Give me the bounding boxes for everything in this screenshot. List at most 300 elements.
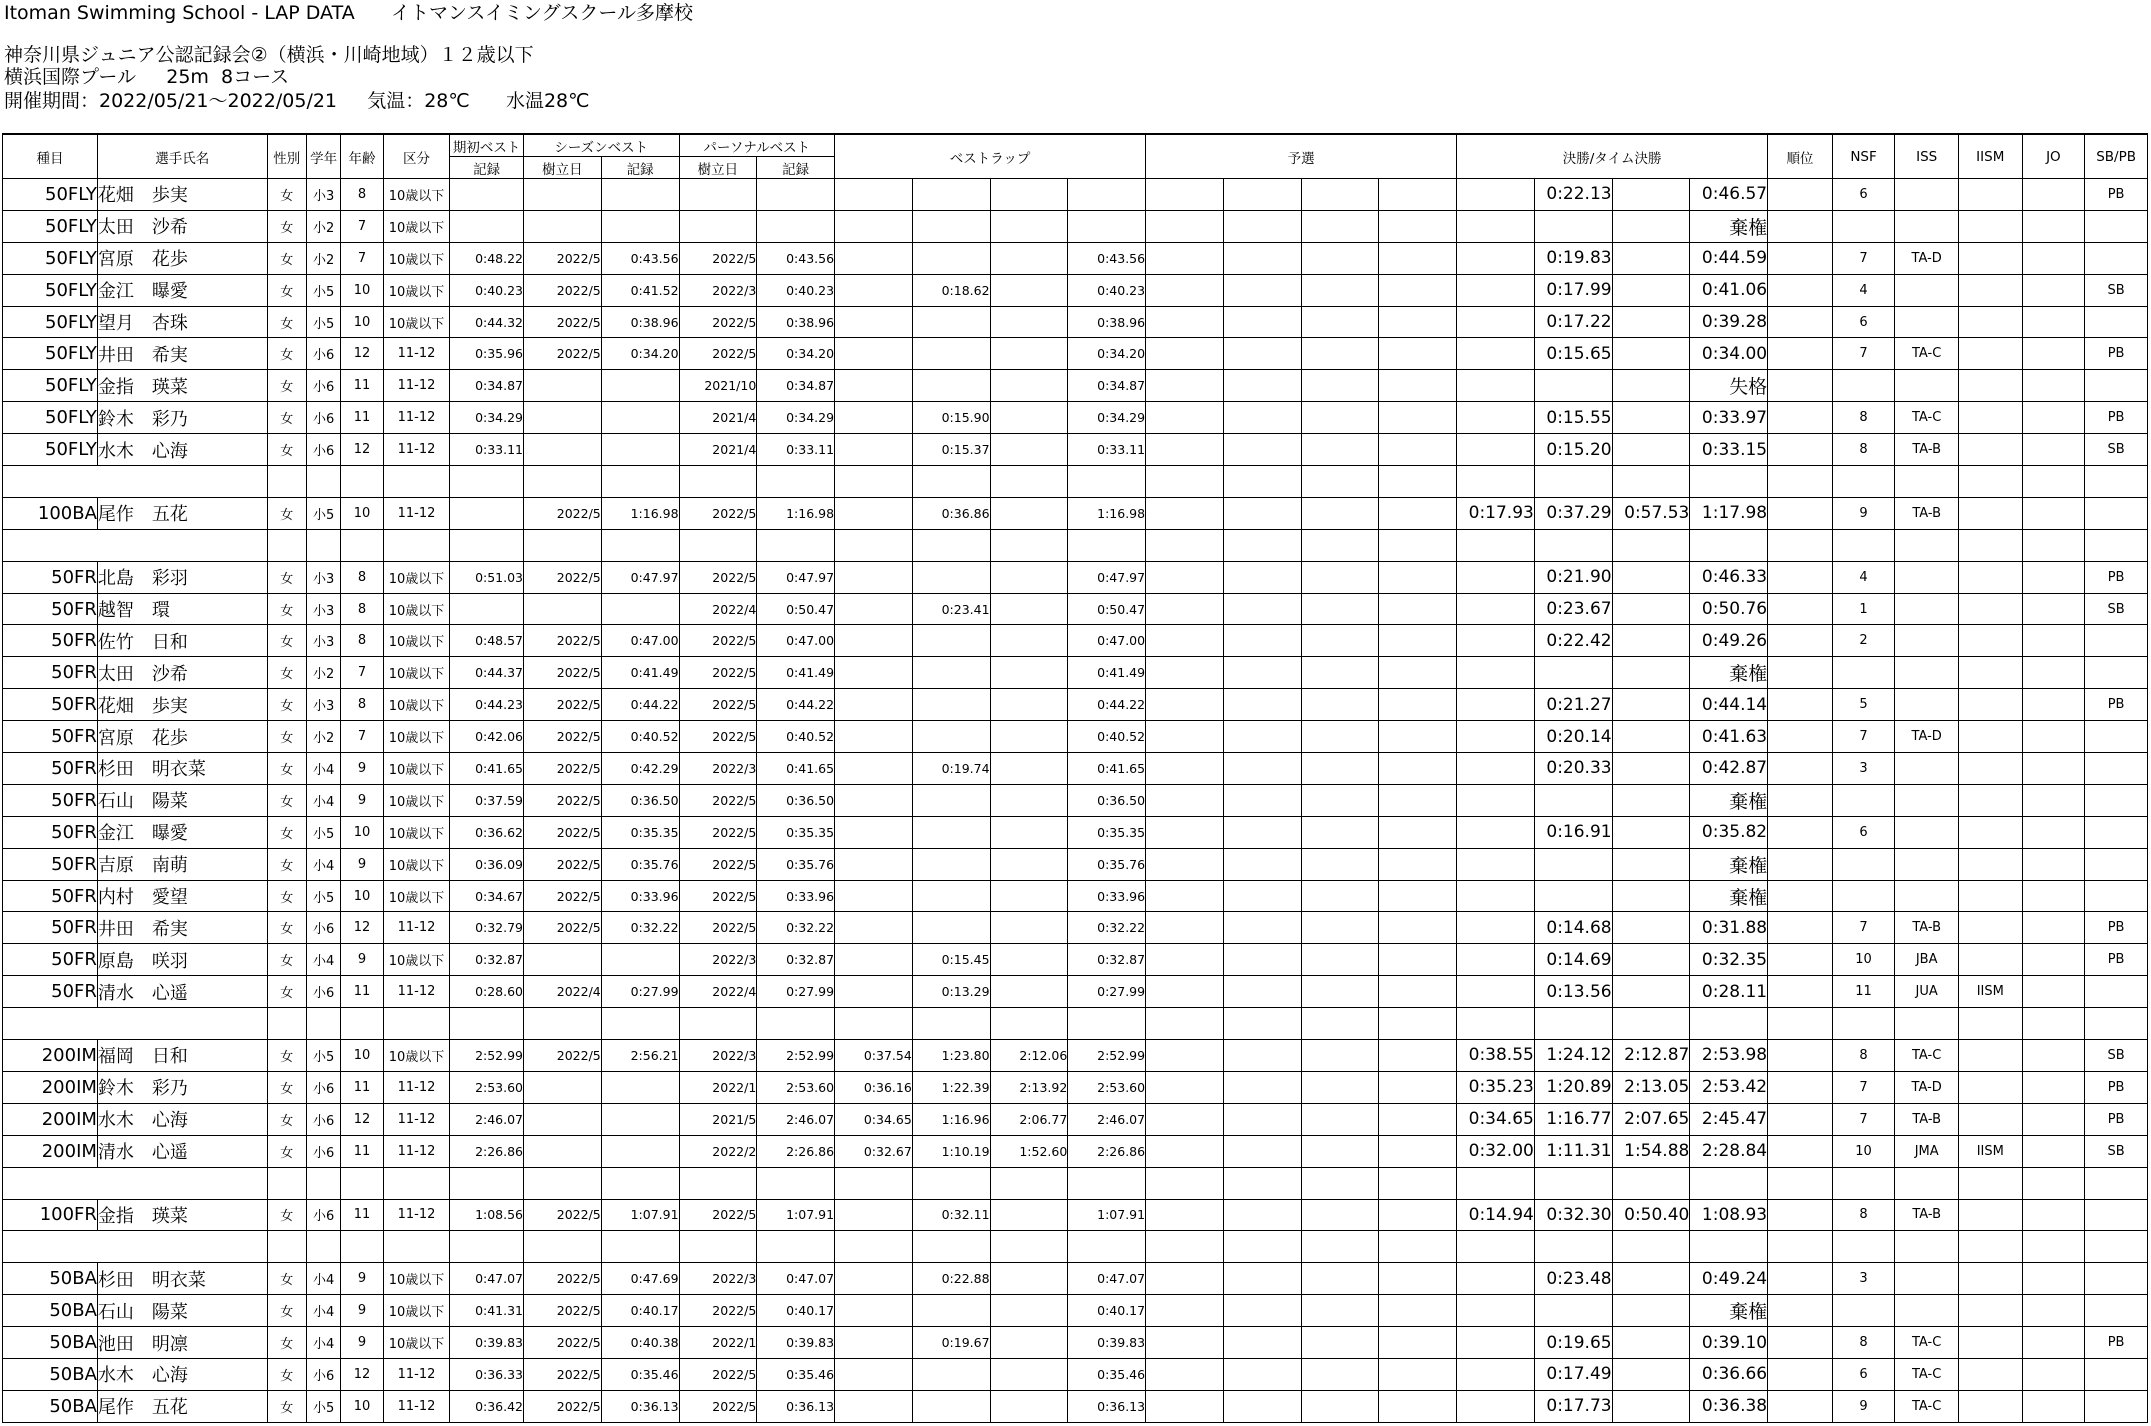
season-record-cell: [601, 402, 679, 434]
empty-cell: [1457, 529, 1535, 561]
prelim-cell: [1301, 1358, 1379, 1390]
iism-cell: [1958, 434, 2022, 466]
jo-cell: [2022, 338, 2085, 370]
sbpb-cell: PB: [2085, 1071, 2148, 1103]
event-cell: 50FR: [3, 721, 98, 753]
age-cell: 9: [341, 1263, 383, 1295]
best-lap-cell: 2:06.77: [990, 1103, 1068, 1135]
personal-date-cell: 2022/5: [679, 306, 757, 338]
term-best-cell: 0:41.65: [450, 753, 524, 785]
best-lap-cell: [990, 1327, 1068, 1359]
best-lap-cell: 0:32.11: [912, 1199, 990, 1231]
prelim-cell: [1146, 593, 1224, 625]
spacer-row: [3, 466, 2148, 498]
prelim-cell: [1301, 816, 1379, 848]
event-cell: 50FLY: [3, 242, 98, 274]
prelim-cell: [1301, 625, 1379, 657]
table-row: [3, 944, 2148, 976]
prelim-cell: [1146, 1295, 1224, 1327]
final-lap-cell: 0:44.59: [1690, 242, 1768, 274]
personal-record-cell: 0:35.76: [757, 848, 835, 880]
jo-cell: [2022, 1103, 2085, 1135]
season-date-cell: [524, 593, 602, 625]
best-lap-cell: 0:15.37: [912, 434, 990, 466]
best-lap-cell: 1:23.80: [912, 1040, 990, 1072]
prelim-cell: [1301, 561, 1379, 593]
jo-cell: [2022, 880, 2085, 912]
empty-cell: [524, 466, 602, 498]
nsf-cell: 6: [1832, 306, 1895, 338]
rank-cell: [1768, 1358, 1833, 1390]
empty-cell: [757, 466, 835, 498]
iss-cell: JUA: [1895, 976, 1959, 1008]
nsf-cell: 8: [1832, 1327, 1895, 1359]
personal-record-cell: 0:43.56: [757, 242, 835, 274]
final-lap-cell: [1457, 944, 1535, 976]
prelim-cell: [1379, 816, 1457, 848]
empty-cell: [1534, 1008, 1612, 1040]
final-lap-cell: 0:17.49: [1534, 1358, 1612, 1390]
empty-cell: [3, 1167, 98, 1199]
iism-cell: IISM: [1958, 1135, 2022, 1167]
season-date-cell: 2022/5: [524, 753, 602, 785]
personal-date-cell: [679, 179, 757, 211]
rank-cell: [1768, 880, 1833, 912]
final-lap-cell: [1457, 306, 1535, 338]
iss-cell: JMA: [1895, 1135, 1959, 1167]
prelim-cell: [1146, 561, 1224, 593]
grade-cell: 小5: [306, 1390, 340, 1422]
final-lap-cell: [1457, 370, 1535, 402]
col-season-record: 記録: [601, 157, 679, 179]
prelim-cell: [1379, 848, 1457, 880]
sbpb-cell: [2085, 1295, 2148, 1327]
age-cell: 9: [341, 753, 383, 785]
prelim-cell: [1223, 1263, 1301, 1295]
table-row: [3, 625, 2148, 657]
iss-cell: TA-D: [1895, 721, 1959, 753]
rank-cell: [1768, 657, 1833, 689]
empty-cell: [1958, 1231, 2022, 1263]
sex-cell: 女: [267, 625, 306, 657]
final-lap-cell: 0:34.00: [1690, 338, 1768, 370]
best-lap-cell: [835, 753, 913, 785]
iss-cell: TA-B: [1895, 434, 1959, 466]
season-record-cell: 0:40.38: [601, 1327, 679, 1359]
event-cell: 50FR: [3, 657, 98, 689]
rank-cell: [1768, 848, 1833, 880]
age-cell: 10: [341, 306, 383, 338]
personal-date-cell: 2022/5: [679, 880, 757, 912]
final-lap-cell: 0:36.38: [1690, 1390, 1768, 1422]
prelim-cell: [1301, 1040, 1379, 1072]
grade-cell: 小4: [306, 1263, 340, 1295]
best-lap-cell: [835, 1358, 913, 1390]
swimmer-name-cell: 尾作 五花: [97, 1390, 267, 1422]
grade-cell: 小5: [306, 306, 340, 338]
best-lap-cell: 0:40.23: [1068, 274, 1146, 306]
personal-record-cell: 0:36.50: [757, 784, 835, 816]
empty-cell: [601, 1231, 679, 1263]
empty-cell: [990, 466, 1068, 498]
nsf-cell: 8: [1832, 1199, 1895, 1231]
prelim-cell: [1146, 976, 1224, 1008]
prelim-cell: [1146, 210, 1224, 242]
event-cell: 50FR: [3, 561, 98, 593]
category-cell: 11-12: [383, 1199, 450, 1231]
best-lap-cell: [990, 561, 1068, 593]
final-lap-cell: 0:39.28: [1690, 306, 1768, 338]
jo-cell: [2022, 944, 2085, 976]
prelim-cell: [1146, 816, 1224, 848]
prelim-cell: [1379, 1199, 1457, 1231]
nsf-cell: 6: [1832, 816, 1895, 848]
best-lap-cell: [990, 880, 1068, 912]
rank-cell: [1768, 1327, 1833, 1359]
iism-cell: [1958, 338, 2022, 370]
empty-cell: [835, 1008, 913, 1040]
sex-cell: 女: [267, 880, 306, 912]
best-lap-cell: [835, 657, 913, 689]
final-lap-cell: [1612, 784, 1690, 816]
final-lap-cell: 1:16.77: [1534, 1103, 1612, 1135]
empty-cell: [1958, 1008, 2022, 1040]
empty-cell: [1690, 1167, 1768, 1199]
age-cell: 9: [341, 1327, 383, 1359]
swimmer-name-cell: 福岡 日和: [97, 1040, 267, 1072]
final-lap-cell: 0:17.22: [1534, 306, 1612, 338]
table-row: [3, 1263, 2148, 1295]
term-best-cell: 0:36.42: [450, 1390, 524, 1422]
jo-cell: [2022, 497, 2085, 529]
col-event: 種目: [3, 134, 98, 179]
swimmer-name-cell: 太田 沙希: [97, 210, 267, 242]
best-lap-cell: 0:41.49: [1068, 657, 1146, 689]
iss-cell: [1895, 561, 1959, 593]
category-cell: 10歳以下: [383, 848, 450, 880]
final-lap-cell: 0:38.55: [1457, 1040, 1535, 1072]
jo-cell: [2022, 1358, 2085, 1390]
empty-cell: [1457, 1231, 1535, 1263]
sbpb-cell: [2085, 370, 2148, 402]
prelim-cell: [1146, 370, 1224, 402]
empty-cell: [383, 466, 450, 498]
col-iss: ISS: [1895, 134, 1959, 179]
personal-date-cell: 2022/3: [679, 1263, 757, 1295]
final-lap-cell: [1612, 721, 1690, 753]
personal-record-cell: 0:34.87: [757, 370, 835, 402]
iss-cell: [1895, 880, 1959, 912]
nsf-cell: 7: [1832, 338, 1895, 370]
season-record-cell: 0:47.00: [601, 625, 679, 657]
sbpb-cell: PB: [2085, 1327, 2148, 1359]
age-cell: 11: [341, 1135, 383, 1167]
final-lap-cell: [1612, 657, 1690, 689]
rank-cell: [1768, 976, 1833, 1008]
best-lap-cell: [912, 306, 990, 338]
empty-cell: [1379, 529, 1457, 561]
swimmer-name-cell: 杉田 明衣菜: [97, 1263, 267, 1295]
table-row: [3, 242, 2148, 274]
best-lap-cell: [835, 402, 913, 434]
prelim-cell: [1301, 784, 1379, 816]
best-lap-cell: [990, 242, 1068, 274]
sex-cell: 女: [267, 274, 306, 306]
empty-cell: [1223, 1231, 1301, 1263]
prelim-cell: [1379, 1103, 1457, 1135]
empty-cell: [97, 1008, 267, 1040]
table-row: [3, 753, 2148, 785]
final-lap-cell: [1612, 242, 1690, 274]
best-lap-cell: [990, 1390, 1068, 1422]
prelim-cell: [1301, 848, 1379, 880]
empty-cell: [1068, 1008, 1146, 1040]
final-lap-cell: [1534, 1295, 1612, 1327]
final-lap-cell: 0:35.82: [1690, 816, 1768, 848]
personal-date-cell: 2022/3: [679, 944, 757, 976]
grade-cell: 小6: [306, 1199, 340, 1231]
prelim-cell: [1223, 721, 1301, 753]
personal-date-cell: 2022/3: [679, 1040, 757, 1072]
age-cell: 12: [341, 912, 383, 944]
rank-cell: [1768, 689, 1833, 721]
age-cell: 12: [341, 338, 383, 370]
sex-cell: 女: [267, 1327, 306, 1359]
event-cell: 200IM: [3, 1103, 98, 1135]
grade-cell: 小6: [306, 338, 340, 370]
term-best-cell: [450, 179, 524, 211]
final-lap-cell: [1457, 274, 1535, 306]
empty-cell: [990, 529, 1068, 561]
final-lap-cell: [1457, 880, 1535, 912]
nsf-cell: 5: [1832, 689, 1895, 721]
empty-cell: [1768, 466, 1833, 498]
event-cell: 50FR: [3, 848, 98, 880]
prelim-cell: [1301, 274, 1379, 306]
final-lap-cell: 0:39.10: [1690, 1327, 1768, 1359]
age-cell: 11: [341, 976, 383, 1008]
personal-record-cell: 2:52.99: [757, 1040, 835, 1072]
table-row: [3, 784, 2148, 816]
prelim-cell: [1301, 1295, 1379, 1327]
prelim-cell: [1146, 657, 1224, 689]
best-lap-cell: [912, 689, 990, 721]
season-date-cell: 2022/5: [524, 1295, 602, 1327]
empty-cell: [383, 1167, 450, 1199]
prelim-cell: [1223, 1390, 1301, 1422]
final-lap-cell: [1457, 338, 1535, 370]
best-lap-cell: 2:53.60: [1068, 1071, 1146, 1103]
season-date-cell: 2022/5: [524, 1327, 602, 1359]
prelim-cell: [1301, 689, 1379, 721]
prelim-cell: [1379, 434, 1457, 466]
grade-cell: 小6: [306, 402, 340, 434]
empty-cell: [1379, 466, 1457, 498]
final-lap-cell: [1612, 338, 1690, 370]
swimmer-name-cell: 水木 心海: [97, 434, 267, 466]
rank-cell: [1768, 816, 1833, 848]
category-cell: 10歳以下: [383, 625, 450, 657]
table-row: [3, 721, 2148, 753]
event-cell: 50FLY: [3, 274, 98, 306]
best-lap-cell: [912, 784, 990, 816]
prelim-cell: [1146, 338, 1224, 370]
sex-cell: 女: [267, 1390, 306, 1422]
rank-cell: [1768, 1040, 1833, 1072]
final-lap-cell: [1612, 753, 1690, 785]
rank-cell: [1768, 497, 1833, 529]
season-date-cell: 2022/5: [524, 880, 602, 912]
event-cell: 50FR: [3, 689, 98, 721]
swimmer-name-cell: 清水 心遥: [97, 1135, 267, 1167]
age-cell: 10: [341, 497, 383, 529]
empty-cell: [1958, 1167, 2022, 1199]
rank-cell: [1768, 1103, 1833, 1135]
season-record-cell: 1:07.91: [601, 1199, 679, 1231]
empty-cell: [1068, 466, 1146, 498]
iss-cell: TA-B: [1895, 1103, 1959, 1135]
final-lap-cell: [1457, 210, 1535, 242]
term-best-cell: 0:36.09: [450, 848, 524, 880]
best-lap-cell: [990, 816, 1068, 848]
prelim-cell: [1223, 944, 1301, 976]
empty-cell: [341, 1008, 383, 1040]
personal-date-cell: 2022/5: [679, 721, 757, 753]
term-best-cell: 2:26.86: [450, 1135, 524, 1167]
final-lap-cell: [1457, 625, 1535, 657]
nsf-cell: 7: [1832, 912, 1895, 944]
age-cell: 8: [341, 179, 383, 211]
sex-cell: 女: [267, 497, 306, 529]
final-lap-cell: 1:11.31: [1534, 1135, 1612, 1167]
jo-cell: [2022, 1071, 2085, 1103]
prelim-cell: [1301, 593, 1379, 625]
prelim-cell: [1223, 784, 1301, 816]
prelim-cell: [1301, 242, 1379, 274]
sbpb-cell: SB: [2085, 1040, 2148, 1072]
sex-cell: 女: [267, 338, 306, 370]
jo-cell: [2022, 625, 2085, 657]
iism-cell: [1958, 784, 2022, 816]
nsf-cell: 1: [1832, 593, 1895, 625]
table-row: [3, 497, 2148, 529]
term-best-cell: 0:51.03: [450, 561, 524, 593]
best-lap-cell: [835, 784, 913, 816]
final-lap-cell: [1612, 689, 1690, 721]
personal-record-cell: 0:47.97: [757, 561, 835, 593]
best-lap-cell: [990, 338, 1068, 370]
term-best-cell: 0:35.96: [450, 338, 524, 370]
prelim-cell: [1146, 1040, 1224, 1072]
empty-cell: [383, 1008, 450, 1040]
table-row: [3, 1040, 2148, 1072]
best-lap-cell: 0:35.35: [1068, 816, 1146, 848]
empty-cell: [1146, 1167, 1224, 1199]
season-date-cell: 2022/5: [524, 816, 602, 848]
jo-cell: [2022, 753, 2085, 785]
personal-date-cell: 2022/3: [679, 274, 757, 306]
sex-cell: 女: [267, 753, 306, 785]
prelim-cell: [1301, 402, 1379, 434]
prelim-cell: [1301, 1199, 1379, 1231]
best-lap-cell: [835, 944, 913, 976]
iism-cell: [1958, 1390, 2022, 1422]
personal-date-cell: 2022/5: [679, 848, 757, 880]
iss-cell: [1895, 210, 1959, 242]
table-row: [3, 1135, 2148, 1167]
sex-cell: 女: [267, 179, 306, 211]
event-cell: 50BA: [3, 1263, 98, 1295]
best-lap-cell: [835, 1295, 913, 1327]
empty-cell: [1690, 466, 1768, 498]
season-date-cell: [524, 1135, 602, 1167]
empty-cell: [341, 1231, 383, 1263]
nsf-cell: 8: [1832, 402, 1895, 434]
prelim-cell: [1223, 976, 1301, 1008]
best-lap-cell: [835, 593, 913, 625]
season-date-cell: 2022/5: [524, 1263, 602, 1295]
category-cell: 10歳以下: [383, 880, 450, 912]
category-cell: 10歳以下: [383, 561, 450, 593]
prelim-cell: [1223, 210, 1301, 242]
rank-cell: [1768, 242, 1833, 274]
prelim-cell: [1146, 784, 1224, 816]
prelim-cell: [1146, 1199, 1224, 1231]
event-cell: 50FLY: [3, 402, 98, 434]
prelim-cell: [1146, 1071, 1224, 1103]
event-cell: 50FR: [3, 976, 98, 1008]
personal-record-cell: 0:50.47: [757, 593, 835, 625]
spacer-row: [3, 1167, 2148, 1199]
nsf-cell: [1832, 210, 1895, 242]
prelim-cell: [1301, 1135, 1379, 1167]
prelim-cell: [1301, 497, 1379, 529]
best-lap-cell: [990, 721, 1068, 753]
iism-cell: [1958, 1199, 2022, 1231]
age-cell: 9: [341, 848, 383, 880]
col-grade: 学年: [306, 134, 340, 179]
empty-cell: [679, 529, 757, 561]
sex-cell: 女: [267, 1295, 306, 1327]
best-lap-cell: 0:47.07: [1068, 1263, 1146, 1295]
prelim-cell: [1379, 1071, 1457, 1103]
term-best-cell: 0:44.23: [450, 689, 524, 721]
season-record-cell: [601, 370, 679, 402]
empty-cell: [1690, 1008, 1768, 1040]
event-cell: 50FR: [3, 816, 98, 848]
spacer-row: [3, 1231, 2148, 1263]
season-record-cell: 0:35.76: [601, 848, 679, 880]
iss-cell: [1895, 370, 1959, 402]
empty-cell: [835, 1167, 913, 1199]
sex-cell: 女: [267, 1199, 306, 1231]
table-row: [3, 593, 2148, 625]
personal-record-cell: 0:40.52: [757, 721, 835, 753]
final-lap-cell: 0:21.27: [1534, 689, 1612, 721]
personal-record-cell: 1:16.98: [757, 497, 835, 529]
table-row: [3, 274, 2148, 306]
personal-record-cell: 0:40.23: [757, 274, 835, 306]
iism-cell: [1958, 370, 2022, 402]
empty-cell: [757, 529, 835, 561]
empty-cell: [835, 466, 913, 498]
prelim-cell: [1223, 625, 1301, 657]
grade-cell: 小6: [306, 1358, 340, 1390]
empty-cell: [1958, 466, 2022, 498]
empty-cell: [990, 1231, 1068, 1263]
prelim-cell: [1223, 370, 1301, 402]
final-lap-cell: [1457, 816, 1535, 848]
